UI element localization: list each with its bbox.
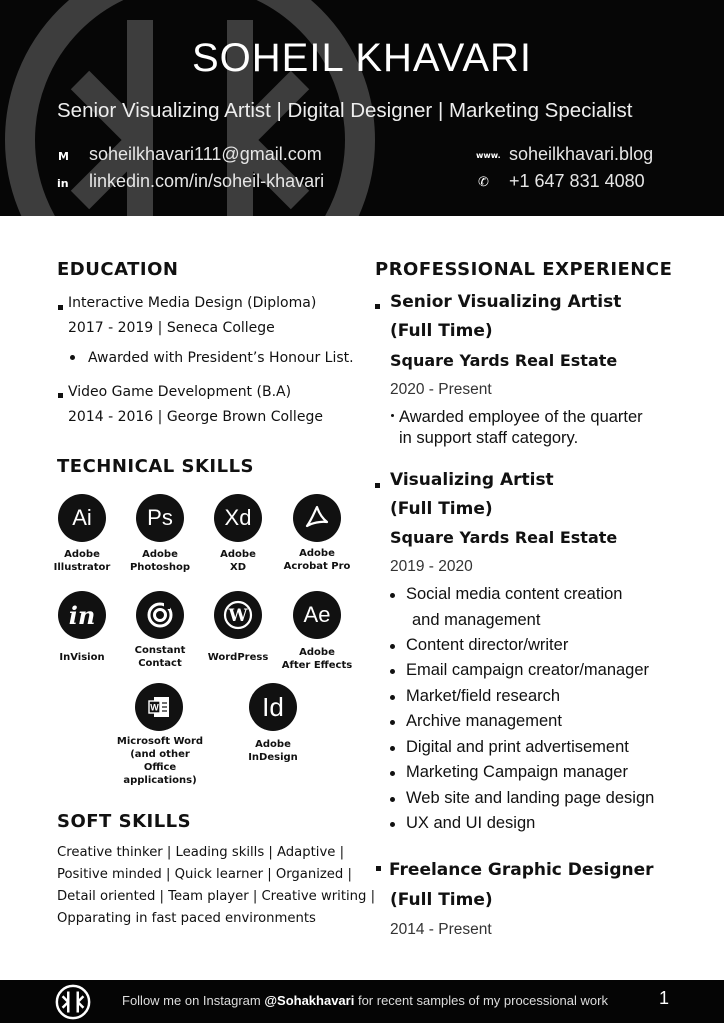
acrobat-icon [293, 494, 341, 542]
education-item-title: Video Game Development (B.A) [68, 384, 292, 400]
bullet [376, 866, 381, 871]
list-item: Web site and landing page design [406, 789, 655, 807]
education-heading: EDUCATION [57, 259, 179, 280]
technical-skills-heading: TECHNICAL SKILLS [57, 456, 254, 477]
skill-label: WordPress [207, 652, 269, 663]
list-item: Marketing Campaign manager [406, 763, 628, 781]
job-title: Visualizing Artist [390, 470, 554, 490]
linkedin-link[interactable]: linkedin.com/in/soheil-khavari [89, 171, 325, 191]
skill-label: Adobe After Effects [281, 647, 353, 671]
after-effects-icon: Ae [293, 591, 341, 639]
soft-skills-heading: SOFT SKILLS [57, 811, 192, 832]
illustrator-icon: Ai [58, 494, 106, 542]
bullet [390, 771, 395, 776]
skill-label: Adobe Acrobat Pro [283, 548, 351, 572]
list-item: Market/field research [406, 687, 561, 705]
bullet [390, 746, 395, 751]
bullet [375, 483, 380, 488]
bullet [391, 414, 394, 417]
header-banner [0, 0, 724, 216]
page-title: SOHEIL KHAVARI [191, 36, 532, 80]
indesign-icon: Id [249, 683, 297, 731]
phone-icon: ✆ [478, 175, 489, 190]
skill-label: Microsoft Word (and other Office applications) [116, 736, 204, 786]
bullet [58, 393, 63, 398]
phone-number: +1 647 831 4080 [509, 171, 645, 191]
bullet [390, 720, 395, 725]
constant-contact-glyph-icon [145, 600, 175, 630]
blog-link[interactable]: soheilkhavari.blog [509, 144, 654, 164]
soft-skills-line: Positive minded | Quick learner | Organized | [57, 867, 352, 882]
job-type: (Full Time) [390, 499, 493, 519]
soft-skills-line: Creative thinker | Leading skills | Adaptive | [57, 845, 345, 860]
list-item: Digital and print advertisement [406, 738, 629, 756]
email-icon: M [58, 150, 69, 163]
skill-label: Adobe Photoshop [129, 549, 191, 573]
bullet [390, 644, 395, 649]
skill-label: Adobe Illustrator [53, 549, 111, 573]
job-period: 2014 - Present [390, 921, 492, 938]
instagram-handle-link[interactable]: @Sohakhavari [264, 993, 355, 1008]
footer-bar [0, 980, 724, 1023]
job-title: Senior Visualizing Artist [390, 292, 622, 312]
soft-skills-line: Detail oriented | Team player | Creative writing | [57, 889, 376, 904]
acrobat-glyph-icon [303, 504, 331, 532]
web-icon: www. [476, 151, 501, 160]
education-award: Awarded with President’s Honour List. [88, 350, 354, 366]
word-icon [135, 683, 183, 731]
bullet [390, 669, 395, 674]
bullet [390, 797, 395, 802]
xd-icon: Xd [214, 494, 262, 542]
constant-contact-icon [136, 591, 184, 639]
skill-label: InVision [59, 652, 105, 663]
list-item: Email campaign creator/manager [406, 661, 650, 679]
company-name: Square Yards Real Estate [390, 528, 618, 547]
list-item: UX and UI design [406, 814, 536, 832]
svg-text:W: W [228, 606, 248, 626]
photoshop-icon: Ps [136, 494, 184, 542]
list-item: Social media content creation [406, 585, 623, 603]
skill-label: Adobe XD [220, 549, 256, 573]
job-period: 2019 - 2020 [390, 558, 473, 575]
skill-label: Constant Contact [134, 645, 186, 669]
bullet [390, 695, 395, 700]
bullet [70, 355, 75, 360]
skill-label: Adobe InDesign [248, 739, 298, 763]
list-item: Archive management [406, 712, 562, 730]
word-glyph-icon [146, 694, 172, 720]
instagram-note: Follow me on Instagram @Sohakhavari for recent samples of my processional work [122, 993, 608, 1008]
job-title: Freelance Graphic Designer [389, 860, 654, 880]
education-item-detail: 2014 - 2016 | George Brown College [68, 409, 323, 425]
linkedin-icon: in [57, 177, 69, 190]
job-period: 2020 - Present [390, 381, 492, 398]
email-link[interactable]: soheilkhavari111@gmail.com [89, 144, 322, 164]
soft-skills-line: Opparating in fast paced environments [57, 911, 316, 926]
job-type: (Full Time) [390, 321, 493, 341]
list-item: and management [412, 611, 541, 629]
invision-icon: in [58, 591, 106, 639]
company-name: Square Yards Real Estate [390, 351, 618, 370]
subtitle: Senior Visualizing Artist | Digital Designer | Marketing Specialist [57, 99, 633, 122]
bullet [58, 305, 63, 310]
bullet [375, 304, 380, 309]
svg-text:W: W [150, 702, 159, 713]
wordpress-glyph-icon [222, 599, 254, 631]
job-note: Awarded employee of the quarter [399, 408, 643, 426]
page-number: 1 [659, 988, 670, 1008]
job-type: (Full Time) [390, 890, 493, 910]
education-item-detail: 2017 - 2019 | Seneca College [68, 320, 275, 336]
bullet [390, 593, 395, 598]
job-note: in support staff category. [399, 429, 579, 447]
logo-icon [54, 983, 92, 1021]
list-item: Content director/writer [406, 636, 569, 654]
education-item-title: Interactive Media Design (Diploma) [68, 295, 317, 311]
bullet [390, 822, 395, 827]
wordpress-icon [214, 591, 262, 639]
experience-heading: PROFESSIONAL EXPERIENCE [375, 259, 673, 280]
